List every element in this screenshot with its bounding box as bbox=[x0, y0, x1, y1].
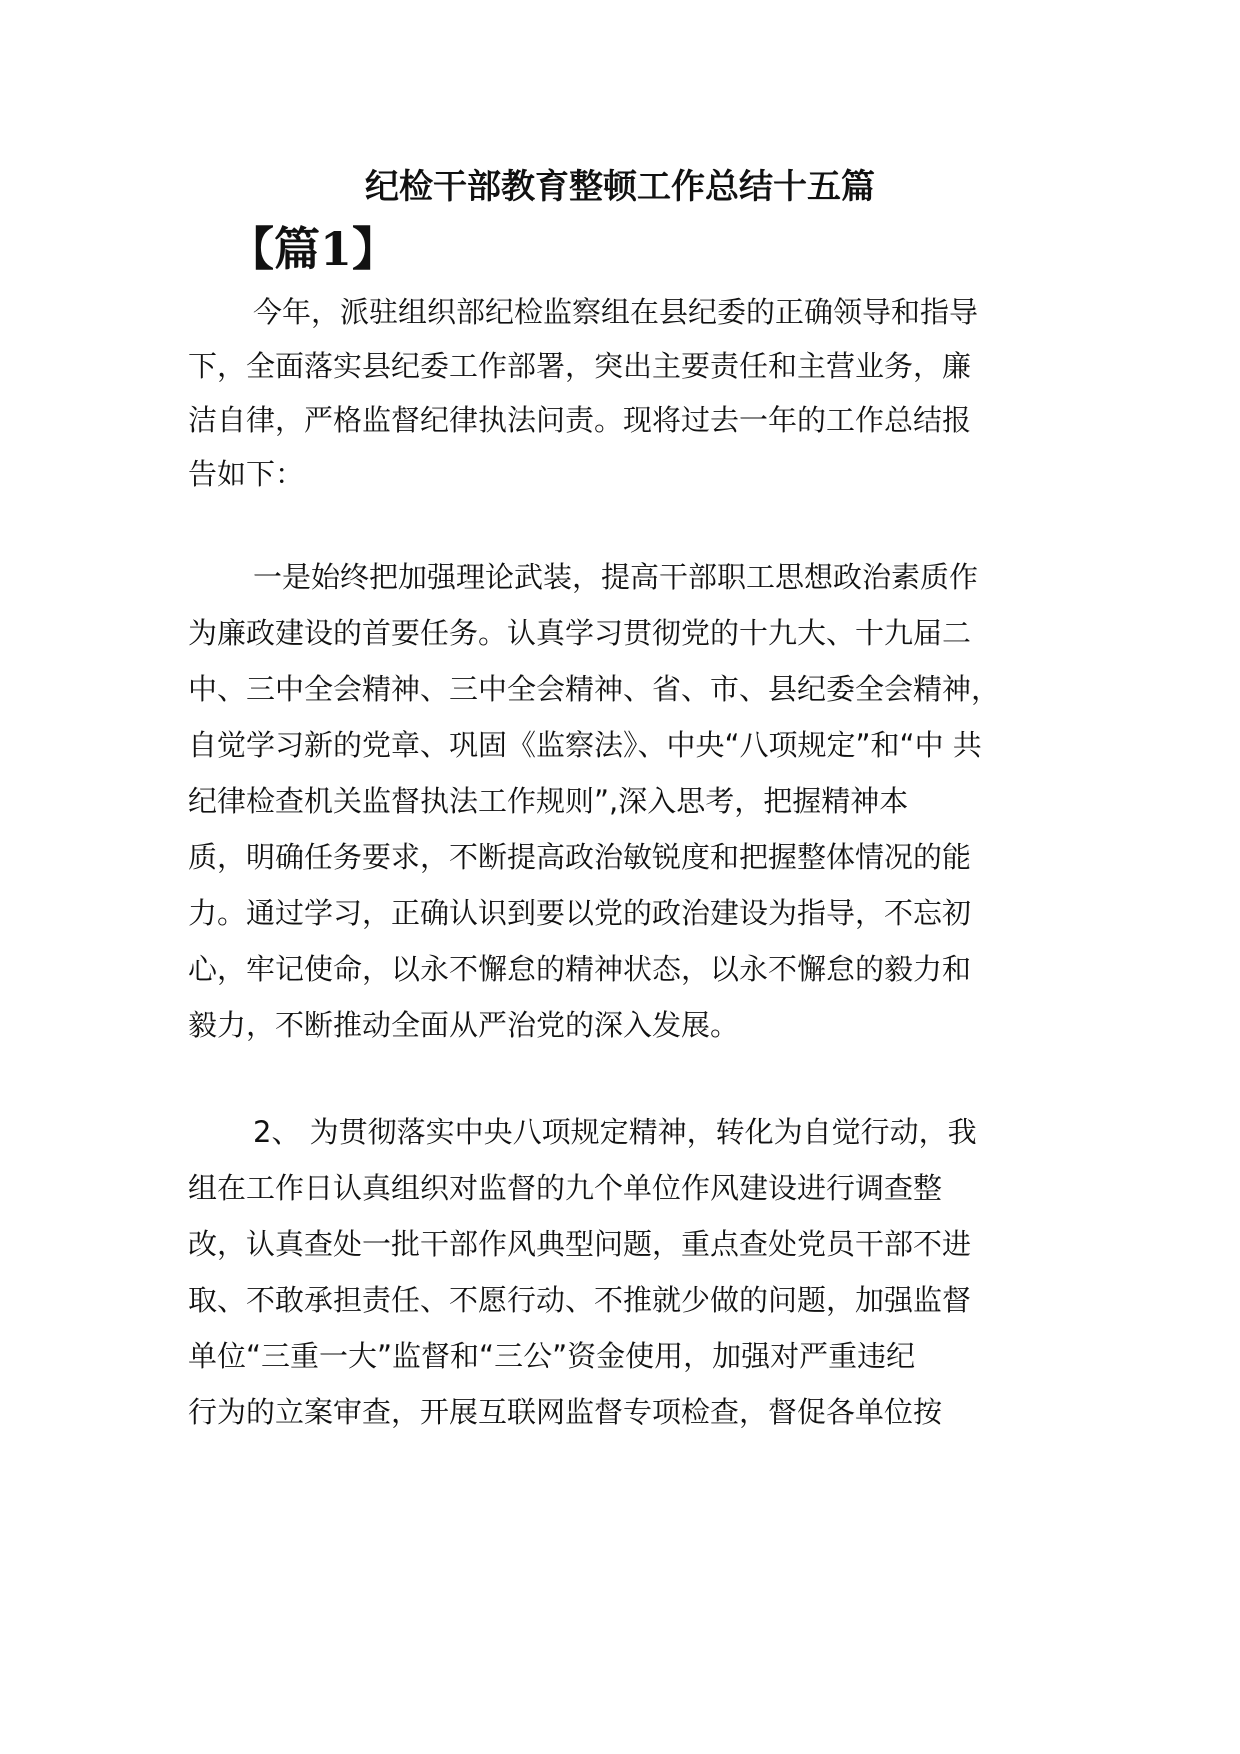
body-line: 纪律检查机关监督执法工作规则”,深入思考，把握精神本 bbox=[188, 784, 909, 818]
body-line: 取、不敢承担责任、不愿行动、不推就少做的问题，加强监督 bbox=[188, 1283, 972, 1317]
document-title: 纪检干部教育整顿工作总结十五篇 bbox=[365, 167, 875, 207]
body-line: 下，全面落实县纪委工作部署，突出主要责任和主营业务，廉 bbox=[188, 349, 972, 383]
body-line: 为廉政建设的首要任务。认真学习贯彻党的十九大、十九届二 bbox=[188, 616, 972, 650]
body-line: 2、 为贯彻落实中央八项规定精神，转化为自觉行动，我 bbox=[253, 1115, 977, 1149]
body-line: 心，牢记使命，以永不懈怠的精神状态，以永不懈怠的毅力和 bbox=[188, 952, 972, 986]
body-line: 行为的立案审查，开展互联网监督专项检查，督促各单位按 bbox=[188, 1395, 943, 1429]
body-line: 告如下： bbox=[188, 457, 305, 491]
body-line: 力。通过学习，正确认识到要以党的政治建设为指导，不忘初 bbox=[188, 896, 972, 930]
body-line: 改，认真查处一批干部作风典型问题，重点查处党员干部不进 bbox=[188, 1227, 972, 1261]
body-line: 单位“三重一大”监督和“三公”资金使用，加强对严重违纪 bbox=[188, 1339, 916, 1373]
body-line: 毅力，不断推动全面从严治党的深入发展。 bbox=[188, 1008, 740, 1042]
body-line: 一是始终把加强理论武装，提高干部职工思想政治素质作 bbox=[253, 560, 979, 594]
body-line: 中、三中全会精神、三中全会精神、省、市、县纪委全会精神， bbox=[188, 672, 1001, 706]
body-line: 自觉学习新的党章、巩固《监察法》、中央“八项规定”和“中 共 bbox=[188, 728, 982, 762]
body-line: 洁自律，严格监督纪律执法问责。现将过去一年的工作总结报 bbox=[188, 403, 972, 437]
body-line: 组在工作日认真组织对监督的九个单位作风建设进行调查整 bbox=[188, 1171, 943, 1205]
section-heading: 【篇1】 bbox=[228, 222, 399, 276]
body-line: 质，明确任务要求，不断提高政治敏锐度和把握整体情况的能 bbox=[188, 840, 972, 874]
body-line: 今年，派驻组织部纪检监察组在县纪委的正确领导和指导 bbox=[253, 295, 979, 329]
